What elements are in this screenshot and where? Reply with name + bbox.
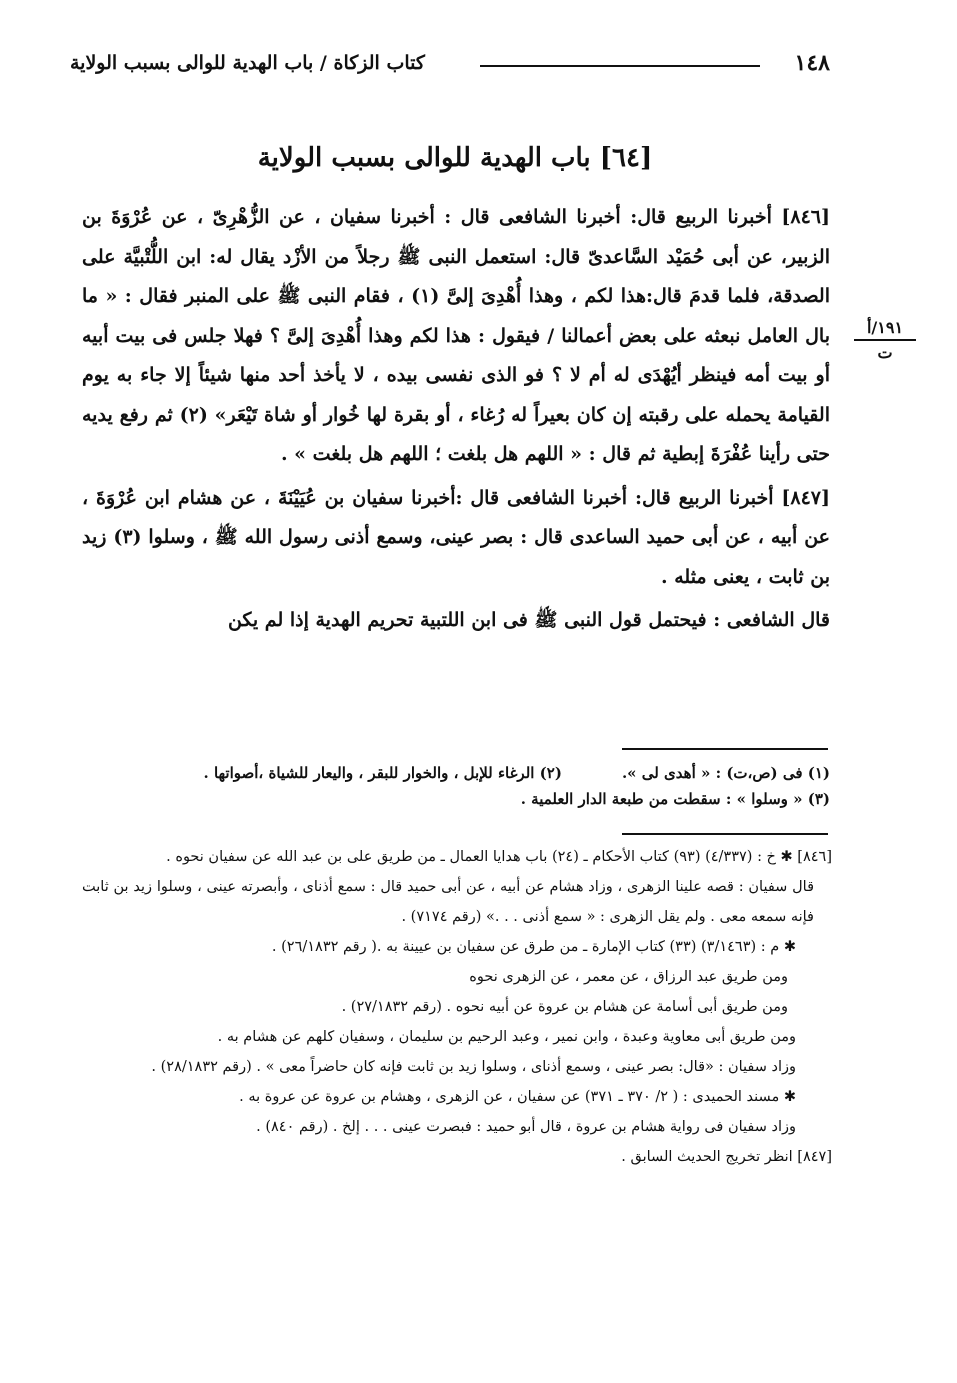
footnote-2: (٢) الرغاء للإبل ، والخوار للبقر ، واليعار للشياة ،أصواتها . <box>203 764 562 782</box>
paragraph-text: أخبرنا الشافعى قال : أخبرنا سفيان ، عن الزُّهْرِىّ ، عن عُرْوَةَ بن الزبير، عن أبى حُمَيْد السَّاعدىّ قال: استعمل النبى ﷺ رجلاً من الأزْد يقال له: ابن اللُّتْبيَّة على الصدقة، فلما قدمَ قال:هذا لكم ، وهذا أُهْدِىَ إلىَّ (١) ، فقام النبى ﷺ على المنبر فقال : « ما بال العامل نبعثه على بعض أعمالنا / فيقول : هذا لكم وهذا أُهْدِىَ إلىَّ ؟ فهلا جلس فى بيت أبيه أو بيت أمه فينظر أيُهْدَى له أم لا ؟ فو الذى نفسى بيده ، لا يأخذ أحد منها شيئاً إلا جاء به يوم القيامة يحمله على رقبته إن كان بعيراً له رُغاء ، أو بقرة لها خُوار أو شاة تَيْعَر» (٢) ثم رفع يديه حتى رأينا عُفْرَةَ إبطية ثم قال : « اللهم هل بلغت ؛ اللهم هل بلغت » . <box>82 206 831 465</box>
paragraph-text: فيحتمل قول النبى ﷺ فى ابن اللتبية تحريم الهدية إذا لم يكن <box>227 609 707 631</box>
takhrij-line: ✱ مسند الحميدى : ( ٢/ ٣٧٠ ـ ٣٧١) عن سفيان ، عن الزهرى ، وهشام بن عروة عن عروة به . <box>239 1089 796 1105</box>
takhrij-line: ✱ م : (٣/١٤٦٣) (٣٣) كتاب الإمارة ـ من طرق عن سفيان بن عيينة به .( رقم ٢٦/١٨٣٢) . <box>271 939 796 955</box>
footnote-row <box>82 760 830 786</box>
running-title: كتاب الزكاة / باب الهدية للوالى بسبب الولاية <box>70 52 425 74</box>
chapter-title: [٦٤] باب الهدية للوالى بسبب الولاية <box>257 143 653 173</box>
paragraph-lead: [٨٤٧] أخبرنا الربيع قال: <box>634 486 830 509</box>
takhrij-line: ومن طريق أبى أسامة عن هشام بن عروة عن أبيه نحوه . (رقم ٢٧/١٨٣٢) . <box>341 999 788 1015</box>
footnotes <box>82 760 830 812</box>
page-number: ١٤٨ <box>794 50 830 76</box>
page-header <box>70 50 830 84</box>
takhrij-line: وزاد سفيان : «قال: بصر عينى ، وسمع أذناى ، وسلوا زيد بن ثابت فإنه كان حاضراً معى » . (رقم ٢٨/١٨٣٢) . <box>151 1059 796 1075</box>
margin-rule <box>854 339 916 341</box>
paragraph-lead: [٨٤٦] أخبرنا الربيع قال: <box>630 206 830 228</box>
footnote-1: (١) فى (ص،ت) : « أهدى لى ». <box>621 764 830 782</box>
takhrij-line: [٨٤٧] انظر تخريج الحديث السابق . <box>621 1149 832 1165</box>
footnote-separator <box>622 748 828 750</box>
margin-manuscript-reference <box>850 318 920 362</box>
takhrij-line: ومن طريق أبى معاوية وعبدة ، وابن نمير ، وعبد الرحيم بن سليمان ، وسفيان كلهم عن هشام به . <box>217 1029 796 1045</box>
paragraph-text: أخبرنا الشافعى قال :أخبرنا سفيان بن عُيَيْنَةَ ، عن هشام ابن عُرْوَةَ ، عن أبيه ، عن أبى حميد الساعدى قال : بصر عينى، وسمع أذنى رسول الله ﷺ ، وسلوا (٣) زيد بن ثابت ، يعنى مثله . <box>82 486 830 588</box>
header-rule <box>480 65 760 67</box>
takhrij-line: [٨٤٦] ✱ خ : (٤/٣٣٧) (٩٣) كتاب الأحكام ـ (٢٤) باب هدايا العمال ـ من طريق على بن عبد الله عن سفيان نحوه . <box>166 849 832 865</box>
main-text <box>82 198 830 645</box>
paragraph-lead: قال الشافعى : <box>713 609 830 631</box>
shafii-commentary-paragraph <box>82 601 830 641</box>
hadith-paragraph-847 <box>82 479 830 598</box>
takhrij-line: وزاد سفيان فى رواية هشام بن عروة ، قال أبو حميد : فبصرت عينى . . . إلخ . (رقم ٨٤٠) . <box>256 1119 796 1135</box>
margin-manuscript-siglum: ت <box>877 343 893 362</box>
hadith-paragraph-846 <box>82 198 830 475</box>
footnote-3: (٣) « وسلوا » : سقطت من طبعة الدار العلمية . <box>520 790 830 808</box>
takhrij-separator <box>622 833 828 835</box>
margin-folio: ١٩١/أ <box>866 318 904 337</box>
takhrij-section <box>82 842 832 1172</box>
takhrij-line: قال سفيان : قصه علينا الزهرى ، وزاد هشام عن أبيه ، عن أبى حميد قال : سمع أذناى ، وأبصرته عينى ، وسلوا زيد بن ثابت فإنه سمعه معى . ولم يقل الزهرى : « سمع أذنى . . .» (رقم ٧١٧٤) . <box>82 879 814 925</box>
takhrij-line: ومن طريق عبد الرزاق ، عن معمر ، عن الزهرى نحوه <box>469 969 788 985</box>
